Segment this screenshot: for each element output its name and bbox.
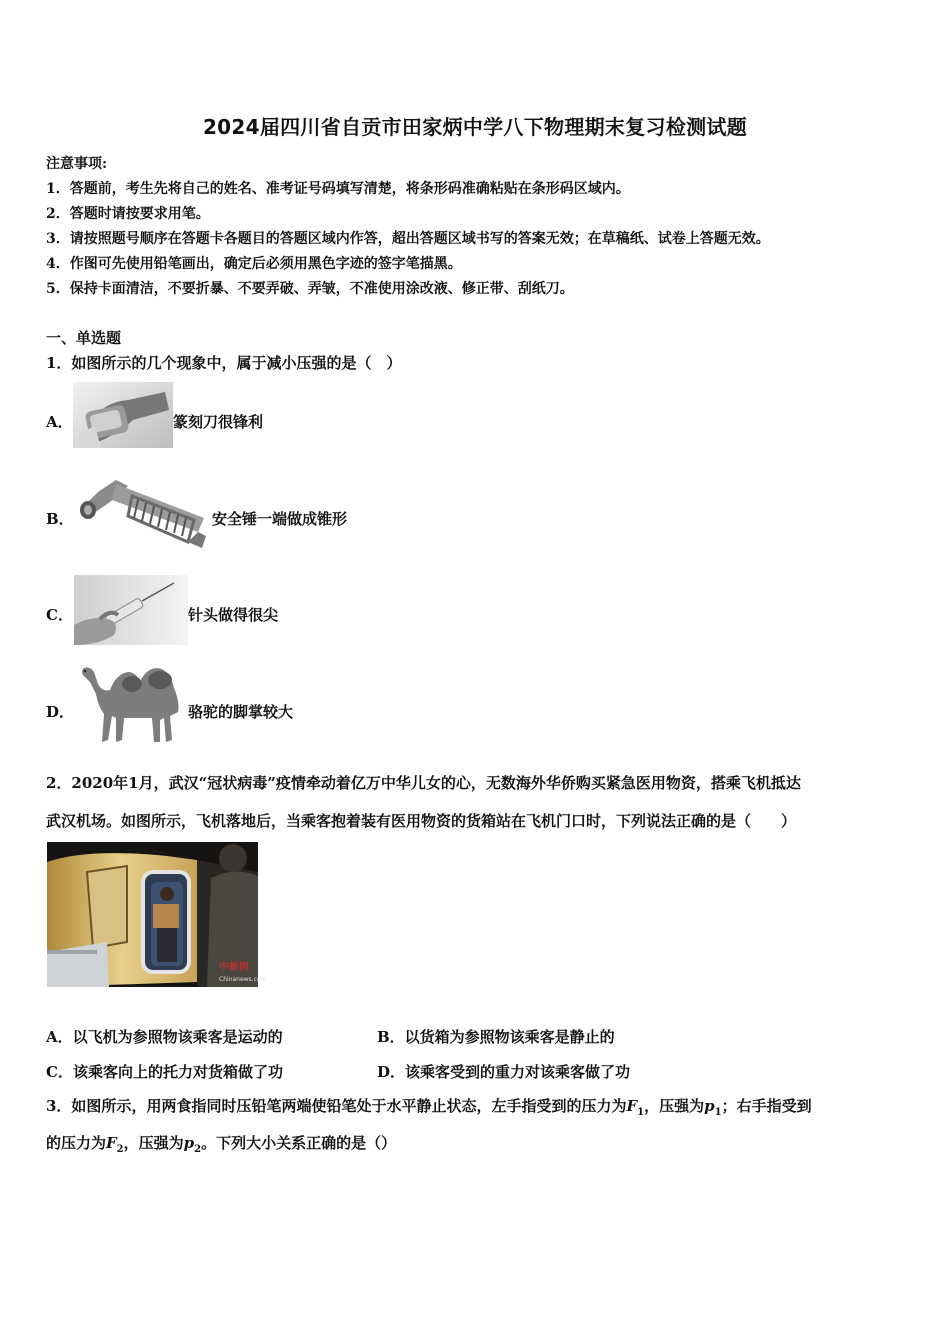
notes-item: 3．请按照题号顺序在答题卡各题目的答题区域内作答，超出答题区域书写的答案无效；在草稿纸、试卷上答题无效。 bbox=[46, 231, 770, 247]
q1-option-d-text: 骆驼的脚掌较大 bbox=[188, 703, 294, 721]
notes-item: 1．答题前，考生先将自己的姓名、准考证号码填写清楚，将条形码准确粘贴在条形码区域内。 bbox=[46, 181, 630, 197]
q1-option-a-text: 篆刻刀很锋利 bbox=[173, 413, 264, 431]
q3-subscript: 2 bbox=[116, 1144, 124, 1155]
notes-item: 5．保持卡面清洁，不要折暴、不要弄破、弄皱，不准使用涂改液、修正带、刮纸刀。 bbox=[46, 281, 574, 297]
q3-text: 。下列大小关系正确的是（） bbox=[201, 1134, 397, 1152]
q3-subscript: 2 bbox=[194, 1144, 202, 1155]
seal-carving-knife-photo bbox=[73, 382, 173, 448]
q3-text: ，压强为 bbox=[123, 1134, 184, 1152]
q1-option-c-text: 针头做得很尖 bbox=[188, 606, 279, 624]
q2-option-b: B．以货箱为参照物该乘客是静止的 bbox=[377, 1028, 615, 1046]
photo-watermark: 中新网 bbox=[219, 962, 249, 973]
q1-option-a-label: A． bbox=[46, 413, 73, 431]
page-title: 2024届四川省自贡市田家炳中学八下物理期末复习检测试题 bbox=[202, 115, 748, 139]
notes-item: 2．答题时请按要求用笔。 bbox=[46, 206, 210, 222]
q3-text: 3．如图所示，用两食指同时压铅笔两端使铅笔处于水平静止状态，左手指受到的压力为 bbox=[46, 1097, 627, 1115]
q2-option-d: D．该乘客受到的重力对该乘客做了功 bbox=[377, 1063, 631, 1081]
section-heading: 一、单选题 bbox=[46, 329, 122, 347]
q3-symbol-p2: p bbox=[183, 1134, 195, 1152]
q2-stem-line2: 武汉机场。如图所示，飞机落地后，当乘客抱着装有医用物资的货箱站在飞机门口时，下列说法正确的是（ ） bbox=[46, 812, 797, 830]
q1-option-b-text: 安全锤一端做成锥形 bbox=[212, 510, 348, 528]
q3-stem-line1 bbox=[46, 1095, 812, 1118]
q2-option-a: A．以飞机为参照物该乘客是运动的 bbox=[46, 1028, 283, 1046]
q3-symbol-p1: p bbox=[704, 1097, 715, 1115]
notes-item: 4．作图可先使用铅笔画出，确定后必须用黑色字迹的签字笔描黑。 bbox=[46, 256, 462, 272]
airplane-door-photo bbox=[47, 842, 267, 987]
photo-watermark-sub: Chinanews.com bbox=[219, 976, 267, 983]
q3-symbol-f1: F bbox=[626, 1097, 638, 1115]
q3-text: ，压强为 bbox=[644, 1097, 705, 1115]
q2-stem-line1: 2．2020年1月，武汉“冠状病毒”疫情牵动着亿万中华儿女的心，无数海外华侨购买紧急医用物资，搭乘飞机抵达 bbox=[46, 774, 801, 792]
q1-option-b-label: B． bbox=[46, 510, 74, 528]
q1-option-d-label: D． bbox=[46, 703, 75, 721]
q2-option-c: C．该乘客向上的托力对货箱做了功 bbox=[46, 1063, 283, 1081]
camel-photo bbox=[74, 660, 188, 746]
q1-option-c-label: C． bbox=[46, 606, 73, 624]
q1-stem: 1．如图所示的几个现象中，属于减小压强的是（ ） bbox=[46, 354, 402, 372]
q3-text: ；右手指受到 bbox=[721, 1097, 812, 1115]
syringe-needle-photo bbox=[74, 575, 188, 645]
notes-heading: 注意事项: bbox=[46, 156, 108, 172]
q3-symbol-f2: F bbox=[106, 1134, 117, 1152]
q3-text: 的压力为 bbox=[46, 1134, 107, 1152]
q3-stem-line2 bbox=[46, 1132, 396, 1155]
q3-subscript: 1 bbox=[637, 1107, 645, 1118]
safety-hammer-photo bbox=[76, 470, 212, 560]
q3-subscript: 1 bbox=[714, 1107, 722, 1118]
